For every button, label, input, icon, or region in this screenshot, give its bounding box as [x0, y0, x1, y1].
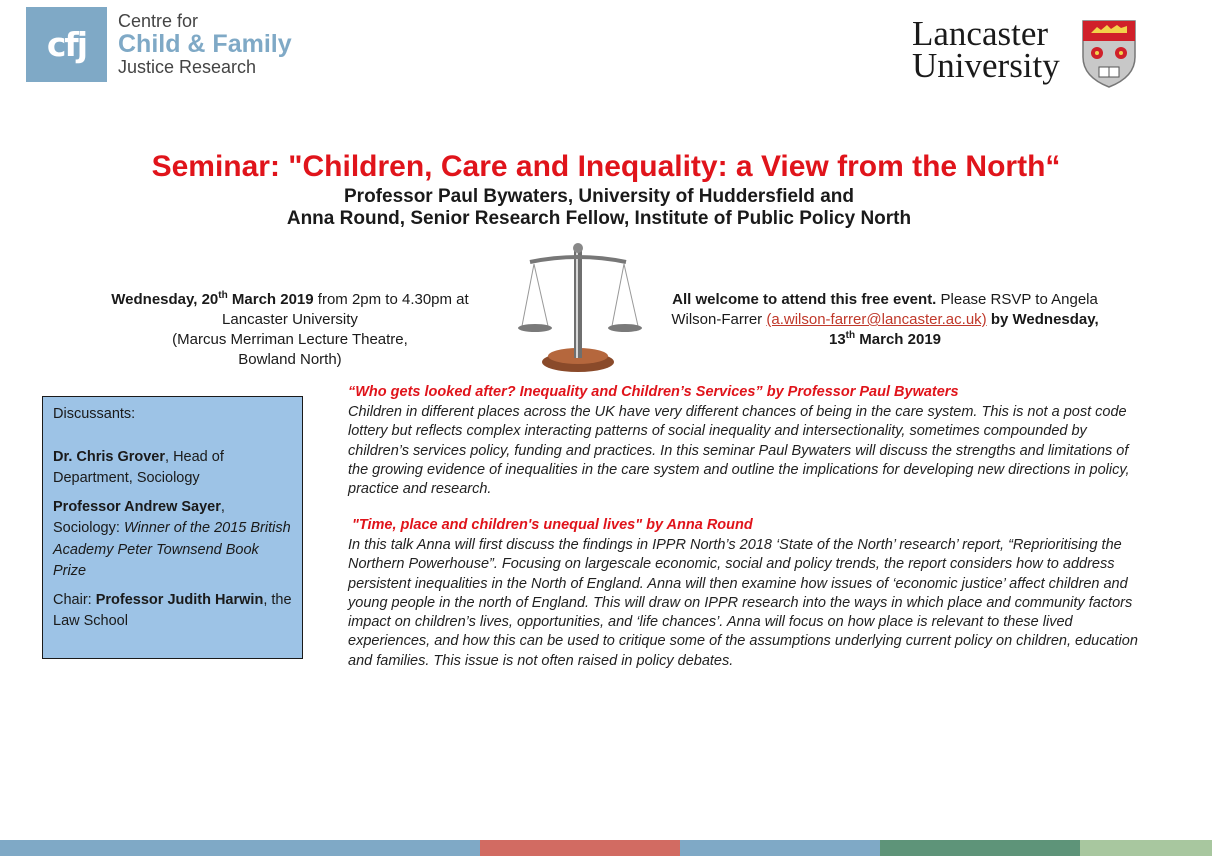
talk-1-abstract: Children in different places across the UK have very different chances of being in the care system. This is not a post code lottery but reflects complex interacting patterns of social inequality and intersectionality, sometimes compounded by children’s services policy, funding and practices. In this seminar Paul Bywaters will discuss the strengths and limitations of the growing evidence of inequalities in the care system and outline the implications for developing new directions in policy, practice and research. [348, 404, 1130, 498]
discussant-sayer: Professor Andrew Sayer, Sociology: Winner of the 2015 British Academy Peter Townsend Book Prize [53, 498, 291, 579]
cfj-line-1: Centre for [118, 11, 199, 31]
footer-bar-segment [1080, 840, 1212, 856]
sayer-award: Winner of the 2015 British Academy Peter Townsend Book Prize [53, 520, 291, 579]
rsvp-line-1: All welcome to attend this free event. Please RSVP to Angela [672, 291, 1098, 308]
rsvp-deadline: 13th March 2019 [828, 330, 942, 348]
talk-2-title: "Time, place and children's unequal lives" by Anna Round [352, 517, 753, 533]
discussants-heading: Discussants: [53, 406, 136, 422]
rsvp-details [660, 290, 1110, 350]
event-details [100, 290, 480, 370]
cfj-logo-mark: cfj [26, 7, 107, 82]
footer-bar-segment [680, 840, 880, 856]
scales-of-justice-icon [500, 240, 660, 375]
event-date: Wednesday, 20th March 2019 [111, 290, 314, 308]
footer-bar-segment [880, 840, 1080, 856]
event-venue-2: (Marcus Merriman Lecture Theatre, [172, 331, 408, 348]
speakers-line-2: Anna Round, Senior Research Fellow, Institute of Public Policy North [286, 208, 912, 229]
event-time: from 2pm to 4.30pm at [313, 291, 469, 308]
event-date-line [100, 290, 480, 310]
seminar-title: Seminar: "Children, Care and Inequality: a View from the North“ [151, 150, 1061, 183]
speakers-line-1: Professor Paul Bywaters, University of Huddersfield and [344, 186, 854, 207]
discussants-box [42, 396, 303, 659]
lancaster-line-1: Lancaster [912, 14, 1049, 53]
cfj-line-2: Child & Family [118, 30, 292, 58]
footer-bar-segment [480, 840, 680, 856]
lancaster-crest-icon [1081, 19, 1137, 89]
event-venue-1: Lancaster University [222, 311, 358, 328]
talk-2-abstract: In this talk Anna will first discuss the findings in IPPR North’s 2018 ‘State of the North’ research’ report, “Reprioritising the Northern Powerhouse”. Focusing on largescale economic, social and policy trends, the report considers how to address persistent inequalities in the North of England. Anna will then examine how issues of ‘economic justice’ affect children and young people in the north of England. This will draw on IPPR research into the ways in which place and community factors impact on children’s lives, opportunities, and ‘life chances’. Anna will focus on how place is relevant to these lived experiences, and how this can be used to critique some of the assumptions underlying current policy on children, education and families. This issue is not often raised in policy debates. [348, 537, 1138, 669]
event-venue-3: Bowland North) [238, 351, 342, 368]
chair: Chair: Professor Judith Harwin, the Law School [53, 591, 292, 629]
rsvp-line-2: Wilson-Farrer (a.wilson-farrer@lancaster.ac.uk) by Wednesday, [671, 311, 1099, 328]
rsvp-email-link[interactable]: (a.wilson-farrer@lancaster.ac.uk) [766, 311, 987, 328]
footer-color-bar [0, 840, 1212, 856]
cfj-line-3: Justice Research [118, 57, 257, 77]
footer-bar-segment [0, 840, 480, 856]
lancaster-logo-text [912, 14, 1060, 85]
lancaster-line-2: University [912, 45, 1060, 85]
talk-1-title: “Who gets looked after? Inequality and Children’s Services” by Professor Paul Bywaters [348, 384, 959, 400]
rsvp-welcome: All welcome to attend this free event. [672, 291, 937, 308]
discussant-grover: Dr. Chris Grover, Head of Department, Sociology [53, 448, 224, 486]
cfj-logo-text [118, 12, 292, 76]
